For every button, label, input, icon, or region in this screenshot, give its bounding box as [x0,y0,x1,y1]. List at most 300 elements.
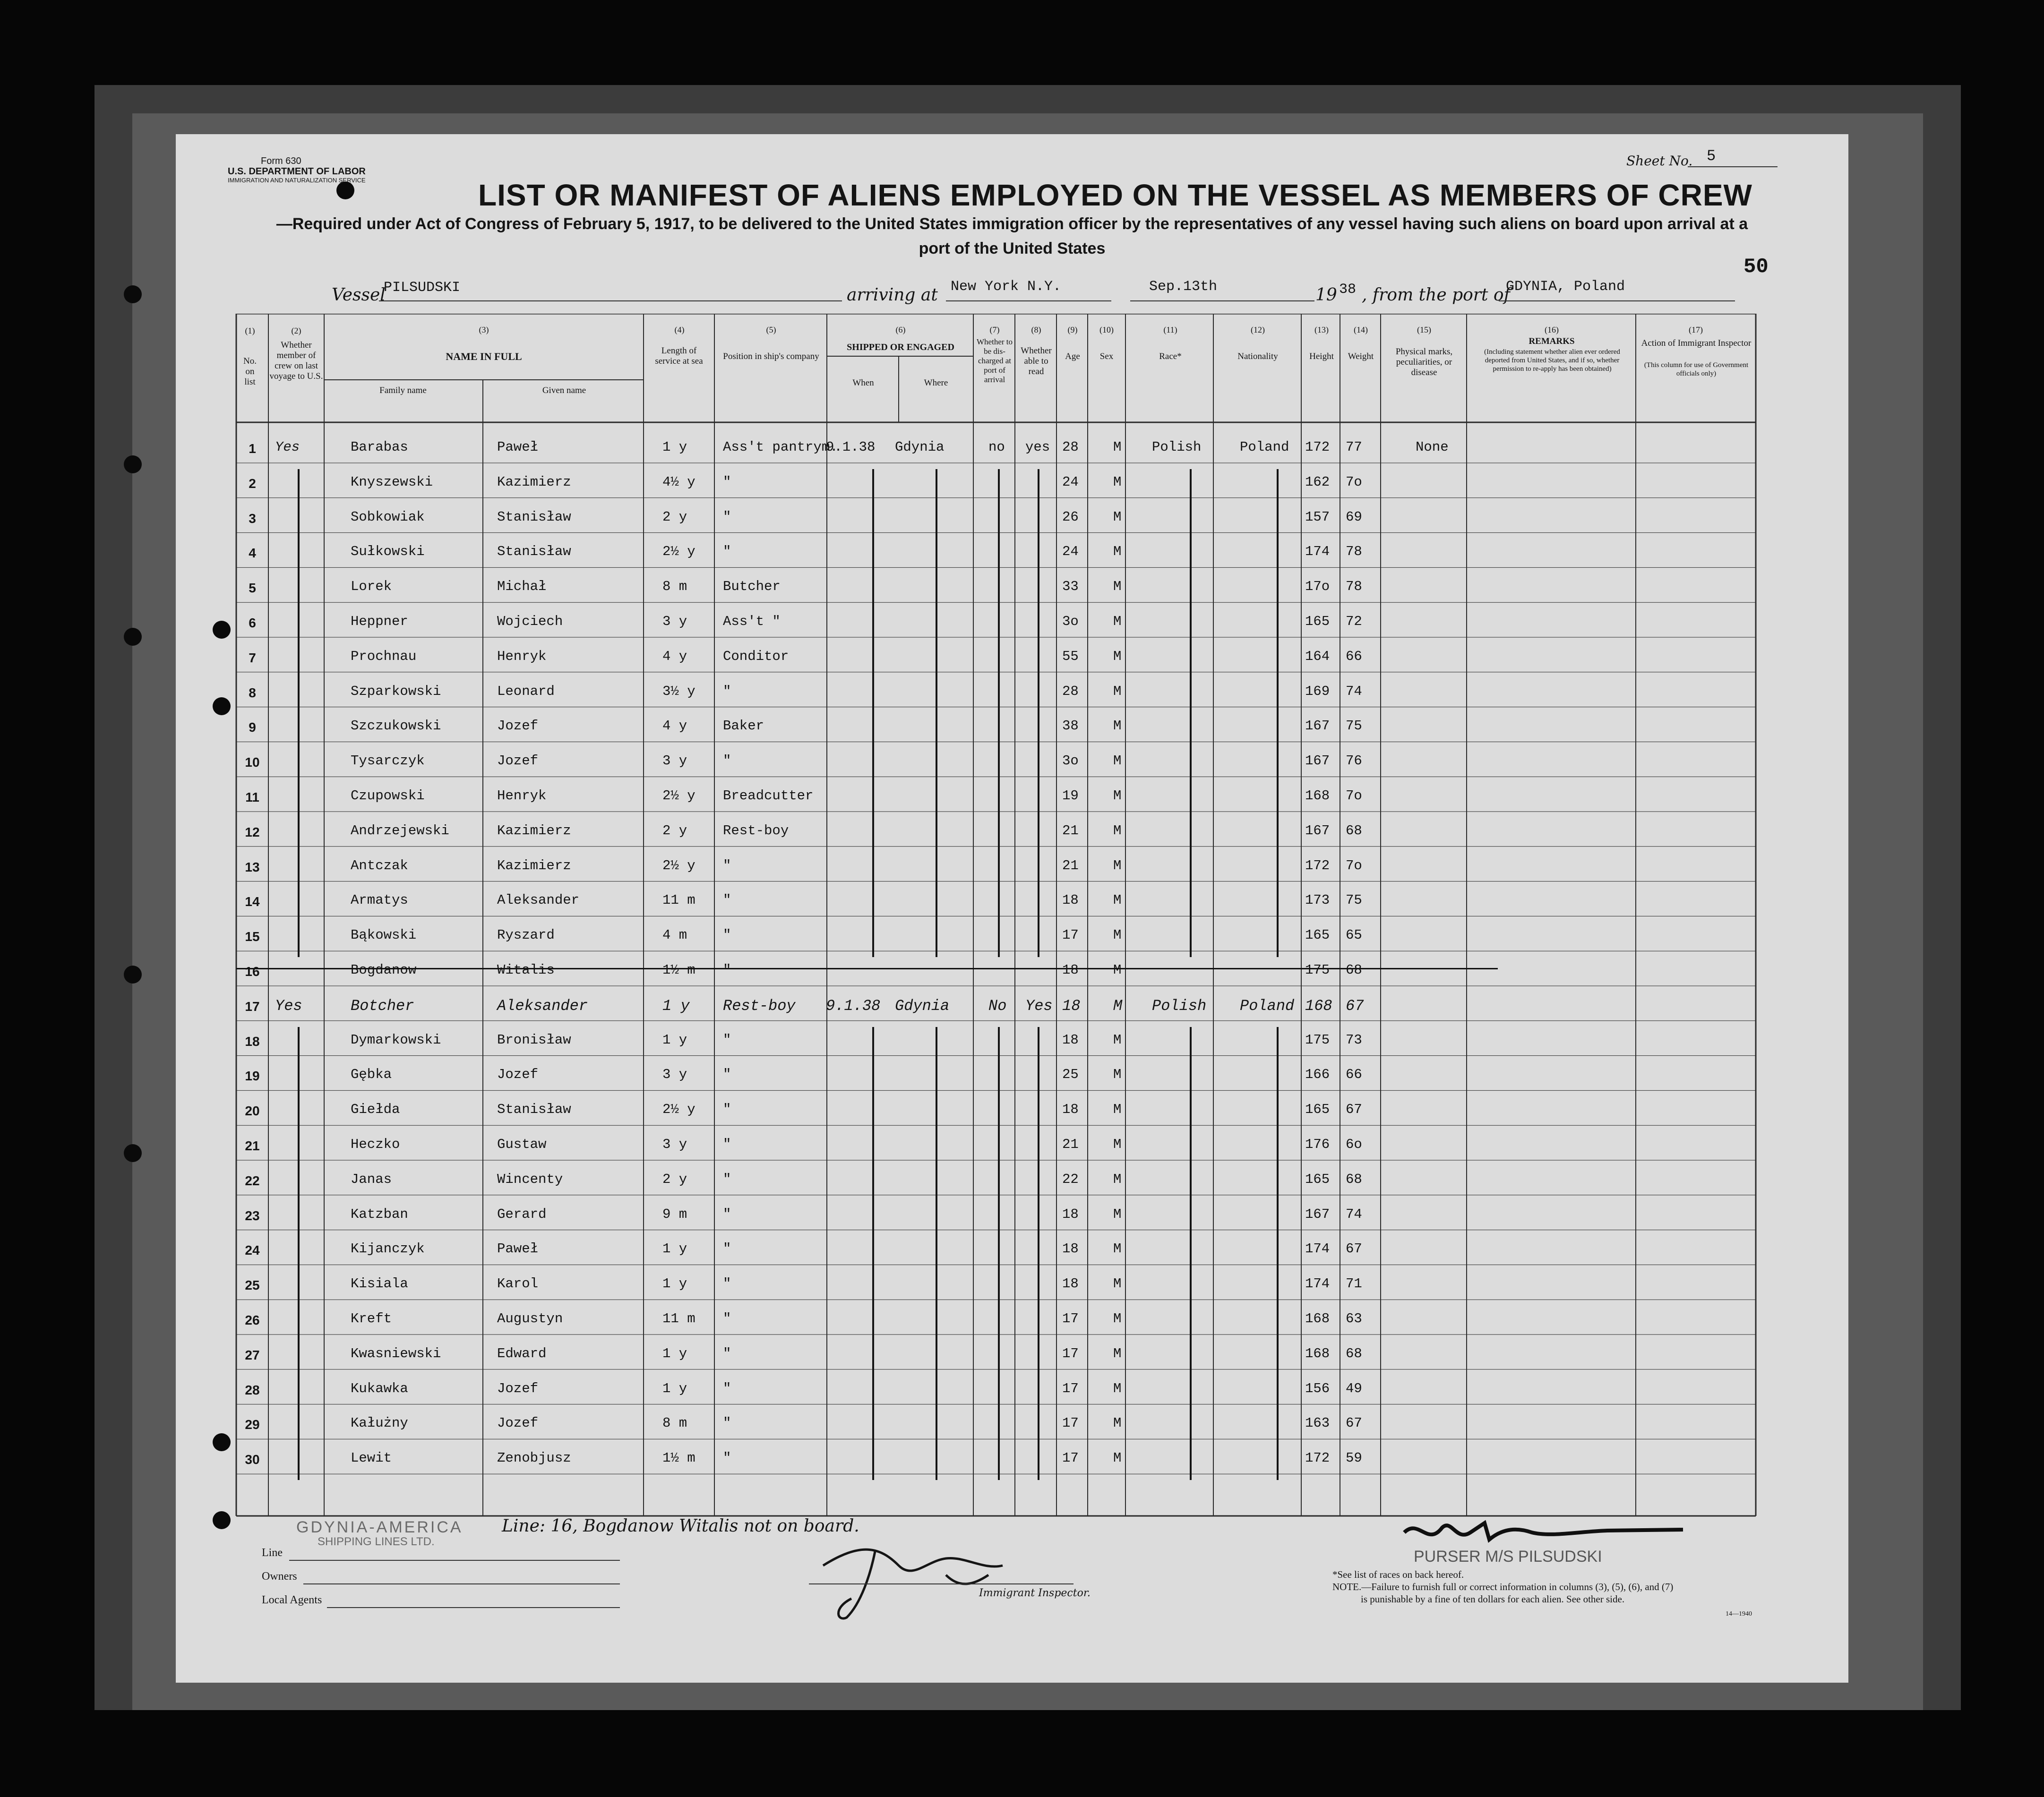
cell-family: Giełda [351,1102,400,1118]
departure-rule [1499,300,1735,301]
inspector-label: Immigrant Inspector. [979,1587,1091,1599]
cell-family: Heczko [351,1137,400,1152]
col-16-sublabel: (Including statement whether alien ever ordered deported from United States, and if so, whether permission to re-apply has been obtained) [1484,348,1620,373]
cell-race: Polish [1152,997,1207,1015]
date-rule [1130,300,1314,301]
agents-label: Local Agents [262,1594,322,1606]
ditto-discharged [998,1027,1000,1480]
row-number: 13 [245,859,260,874]
cell-service: 3 y [662,614,687,629]
col-13-label: Height [1309,351,1334,361]
purser-stamp: PURSER M/S PILSUDSKI [1414,1548,1602,1566]
handwritten-note: Line: 16, Bogdanow Witalis not on board. [502,1516,859,1536]
cell-sex: M [1113,997,1123,1015]
cell-height: 163 [1305,1415,1330,1431]
cell-sex: M [1113,892,1122,908]
col-2-number: (2) [291,326,301,335]
col-3-given-label: Given name [542,385,586,395]
cell-age: 17 [1062,1415,1079,1431]
cell-sex: M [1113,1380,1122,1396]
line-label: Line [262,1547,283,1559]
cell-weight: 71 [1346,1276,1362,1292]
cell-position: " [723,1102,731,1118]
col-3-family-label: Family name [379,385,427,395]
cell-position: " [723,1171,731,1187]
cell-height: 174 [1305,1241,1330,1257]
cell-family: Szparkowski [351,683,441,699]
row-number: 4 [249,546,256,561]
cell-given: Jozef [497,1415,539,1431]
row-number: 26 [245,1313,260,1327]
cell-family: Kałużny [351,1415,408,1431]
col-17-number: (17) [1689,325,1703,334]
cell-family: Andrzejewski [351,822,449,839]
cell-age: 18 [1062,892,1079,908]
cell-height: 175 [1305,1032,1330,1048]
penalty-note-1: NOTE.—Failure to furnish full or correct information in columns (3), (5), (6), and (7) [1332,1581,1674,1592]
col-3-label: NAME IN FULL [446,351,522,362]
cell-weight: 68 [1346,1345,1362,1361]
col-8-number: (8) [1031,325,1041,334]
col-6-when-label: When [852,378,874,388]
cell-weight: 78 [1346,544,1362,560]
cell-age: 38 [1062,718,1079,734]
row-number: 1 [249,441,256,456]
cell-height: 166 [1305,1067,1330,1083]
cell-given: Karol [497,1276,539,1292]
row-number: 6 [249,616,256,630]
cell-position: " [723,1345,731,1361]
cell-weight: 7o [1346,474,1362,490]
cell-sex: M [1113,509,1122,525]
col-12-label: Nationality [1237,351,1278,361]
sheet-number-rule [1688,166,1778,167]
cell-height: 167 [1305,1206,1330,1222]
cell-weight: 74 [1346,1206,1362,1222]
cell-sex: M [1113,544,1122,560]
cell-sex: M [1113,1206,1122,1222]
cell-given: Jozef [497,1380,539,1396]
cell-height: 176 [1305,1137,1330,1152]
cell-given: Zenobjusz [497,1450,571,1466]
cell-height: 164 [1305,648,1330,664]
form-subtitle [204,212,1820,261]
manifest-sheet [176,134,1848,1683]
cell-age: 24 [1062,474,1079,490]
ditto-nationality [1277,1027,1279,1480]
cell-height: 168 [1305,1345,1330,1361]
cell-age: 55 [1062,648,1079,664]
cell-service: 2½ y [662,1102,696,1118]
ditto-nationality [1277,469,1279,957]
col-8-label: Whether able to read [1021,346,1052,377]
cell-age: 17 [1062,1311,1079,1326]
cell-sex: M [1113,753,1122,769]
line-rule [289,1560,620,1561]
col-6-number: (6) [895,325,906,334]
cell-sex: M [1113,1032,1122,1048]
cell-family: Knyszewski [351,474,433,490]
cell-service: 1 y [662,1276,687,1292]
cell-weight: 67 [1346,1241,1362,1257]
cell-weight: 65 [1346,927,1362,943]
cell-given: Witalis [497,962,555,978]
row-number: 30 [245,1452,260,1467]
cell-service: 1½ m [662,962,696,978]
owners-rule [303,1583,620,1584]
cell-height: 175 [1305,962,1330,978]
col-11-number: (11) [1163,325,1177,334]
cell-service: 2½ y [662,857,696,873]
cell-given: Augustyn [497,1311,563,1326]
cell-service: 1 y [662,439,687,455]
cell-given: Kazimierz [497,474,571,490]
cell-family: Janas [351,1171,392,1187]
cell-service: 1½ m [662,1450,696,1466]
cell-weight: 75 [1346,718,1362,734]
penalty-note-2: is punishable by a fine of ten dollars for each alien. See other side. [1361,1593,1625,1605]
cell-age: 17 [1062,1450,1079,1466]
cell-height: 17o [1305,579,1330,595]
form-number: Form 630 [261,156,301,166]
cell-weight: 6o [1346,1137,1362,1152]
cell-position: " [723,962,731,978]
cell-given: Stanisław [497,509,571,525]
row-number: 16 [245,964,260,979]
cell-family: Sobkowiak [351,509,425,525]
col-10-label: Sex [1099,351,1114,361]
cell-weight: 67 [1346,997,1364,1015]
cell-service: 3 y [662,753,687,769]
cell-family: Czupowski [351,788,425,804]
cell-family: Sułkowski [351,544,425,560]
cell-position: Ass't pantrym. [723,439,838,455]
row-number: 28 [245,1382,260,1397]
cell-service: 8 m [662,579,687,595]
row-number: 18 [245,1034,260,1049]
col-5-label: Position in ship's company [723,351,819,361]
cell-weight: 66 [1346,1067,1362,1083]
cell-service: 1 y [662,1032,687,1048]
col-11-label: Race* [1159,351,1182,361]
cell-position: Rest-boy [723,822,789,839]
cell-position: Conditor [723,648,789,664]
cell-position: Ass't " [723,614,781,629]
cell-given: Gerard [497,1206,547,1222]
col-6-where-label: Where [924,378,948,388]
col-13-number: (13) [1314,325,1329,334]
cell-age: 26 [1062,509,1079,525]
cell-sex: M [1113,1311,1122,1326]
binding-hole [124,285,142,303]
cell-age: 19 [1062,788,1079,804]
cell-sex: M [1113,683,1122,699]
binding-hole [124,1144,142,1162]
arriving-label: arriving at [847,285,938,305]
cell-family: Botcher [351,997,414,1015]
cell-weight: 72 [1346,614,1362,629]
row-number: 21 [245,1138,260,1153]
cell-sex: M [1113,1241,1122,1257]
vessel-name: PILSUDSKI [384,280,461,296]
cell-nationality: Poland [1240,439,1289,455]
cell-family: Bogdanow [351,962,417,978]
cell-height: 165 [1305,1102,1330,1118]
cell-age: 18 [1062,1276,1079,1292]
cell-service: 2½ y [662,544,696,560]
cell-service: 3 y [662,1067,687,1083]
cell-service: 11 m [662,1311,696,1326]
cell-family: Antczak [351,857,408,873]
cell-age: 18 [1062,962,1079,978]
cell-age: 21 [1062,857,1079,873]
cell-given: Edward [497,1345,547,1361]
cell-service: 4 y [662,718,687,734]
cell-where: Gdynia [895,997,950,1015]
cell-height: 172 [1305,857,1330,873]
cell-family: Armatys [351,892,408,908]
col-1-label: No. on list [243,356,257,387]
cell-where: Gdynia [895,439,945,455]
ditto-race [1190,469,1192,957]
cell-position: " [723,857,731,873]
cell-height: 168 [1305,997,1332,1015]
ditto-when [872,1027,874,1480]
row-number: 19 [245,1069,260,1084]
cell-sex: M [1113,614,1122,629]
cell-sex: M [1113,1415,1122,1431]
corner-mark: 50 [1743,255,1769,279]
year-prefix: 19 [1315,285,1337,305]
cell-sex: M [1113,439,1122,455]
col-9-label: Age [1065,351,1080,361]
cell-height: 167 [1305,718,1330,734]
cell-weight: 7o [1346,857,1362,873]
cell-sex: M [1113,1137,1122,1152]
owners-label: Owners [262,1570,297,1583]
cell-sex: M [1113,857,1122,873]
cell-sex: M [1113,648,1122,664]
col-2-label: Whether member of crew on last voyage to U.S. [269,340,323,381]
cell-position: " [723,544,731,560]
cell-family: Kukawka [351,1380,408,1396]
sheet-label: Sheet No. [1626,153,1693,169]
col-9-number: (9) [1067,325,1078,334]
cell-given: Bronisław [497,1032,571,1048]
cell-service: 4½ y [662,474,696,490]
row-number: 5 [249,581,256,596]
cell-given: Kazimierz [497,857,571,873]
cell-age: 22 [1062,1171,1079,1187]
agents-rule [327,1607,620,1608]
row-number: 29 [245,1417,260,1432]
row-number: 3 [249,511,256,526]
ditto-prev-voyage [298,469,300,957]
cell-age: 28 [1062,439,1079,455]
cell-when: 9.1.38 [826,439,876,455]
cell-height: 168 [1305,788,1330,804]
binding-hole [336,181,354,199]
cell-service: 4 y [662,648,687,664]
cell-position: " [723,1137,731,1152]
col-17-sublabel: (This column for use of Government officials only) [1644,361,1749,377]
cell-given: Ryszard [497,927,555,943]
cell-age: 25 [1062,1067,1079,1083]
cell-height: 167 [1305,822,1330,839]
cell-weight: 77 [1346,439,1362,455]
cell-given: Jozef [497,718,539,734]
cell-sex: M [1113,579,1122,595]
cell-position: Baker [723,718,764,734]
row-number: 20 [245,1104,260,1119]
col-14-number: (14) [1354,325,1368,334]
cell-weight: 68 [1346,822,1362,839]
cell-sex: M [1113,788,1122,804]
binding-hole [124,455,142,473]
manifest-grid [176,314,1848,1561]
cell-age: 18 [1062,997,1081,1015]
cell-service: 2½ y [662,788,696,804]
cell-age: 18 [1062,1102,1079,1118]
cell-weight: 67 [1346,1415,1362,1431]
ditto-prev-voyage [298,1027,300,1480]
cell-age: 21 [1062,1137,1079,1152]
col-15-label: Physical marks, peculiarities, or disease [1395,347,1453,377]
cell-position: " [723,474,731,490]
cell-given: Henryk [497,648,547,664]
row-number: 14 [245,894,260,909]
cell-height: 165 [1305,614,1330,629]
cell-height: 167 [1305,753,1330,769]
row-number: 24 [245,1243,260,1258]
cell-given: Henryk [497,788,547,804]
cell-height: 172 [1305,439,1330,455]
cell-age: 18 [1062,1241,1079,1257]
cell-height: 168 [1305,1311,1330,1326]
cell-position: Breadcutter [723,788,814,804]
cell-given: Wojciech [497,614,563,629]
cell-position: Rest-boy [723,997,796,1015]
cell-position: " [723,927,731,943]
cell-read: Yes [1025,997,1053,1015]
cell-weight: 63 [1346,1311,1362,1326]
cell-service: 1 y [662,1380,687,1396]
cell-when: 9.1.38 [826,997,881,1015]
ditto-read [1038,1027,1039,1480]
cell-sex: M [1113,1067,1122,1083]
cell-height: 165 [1305,1171,1330,1187]
cell-given: Stanisław [497,1102,571,1118]
cell-family: Lorek [351,579,392,595]
ditto-discharged [998,469,1000,957]
ditto-read [1038,469,1039,957]
cell-family: Heppner [351,614,408,629]
from-port-label: , from the port of [1362,285,1510,305]
col-10-number: (10) [1099,325,1114,334]
cell-given: Stanisław [497,544,571,560]
cell-height: 169 [1305,683,1330,699]
col-1-number: (1) [245,326,255,335]
cell-sex: M [1113,1345,1122,1361]
cell-marks: None [1416,439,1449,455]
col-15-number: (15) [1417,325,1431,334]
cell-service: 8 m [662,1415,687,1431]
cell-service: 11 m [662,892,696,908]
cell-service: 9 m [662,1206,687,1222]
cell-given: Gustaw [497,1137,547,1152]
cell-weight: 67 [1346,1102,1362,1118]
cell-sex: M [1113,1171,1122,1187]
cell-height: 173 [1305,892,1330,908]
cell-position: " [723,509,731,525]
col-16-label: REMARKS [1529,336,1575,346]
cell-position: " [723,892,731,908]
cell-given: Aleksander [497,997,588,1015]
subtitle-line-1: —Required under Act of Congress of February 5, 1917, to be delivered to the United States immigration officer by the representatives of any vessel having such aliens on board upon arrival at a [276,215,1748,233]
cell-race: Polish [1152,439,1202,455]
col-14-label: Weight [1348,351,1374,361]
cell-service: 1 y [662,1345,687,1361]
cell-position: " [723,1450,731,1466]
col-7-number: (7) [989,325,1000,334]
cell-service: 3 y [662,1137,687,1152]
service-name: IMMIGRATION AND NATURALIZATION SERVICE [228,177,366,184]
cell-given: Jozef [497,753,539,769]
row-number: 12 [245,824,260,839]
cell-family: Katzban [351,1206,408,1222]
row-number: 27 [245,1347,260,1362]
company-stamp-line-1: GDYNIA-AMERICA [296,1518,463,1536]
cell-position: " [723,683,731,699]
cell-family: Szczukowski [351,718,441,734]
row-number: 25 [245,1278,260,1293]
sheet-number: 5 [1707,147,1716,165]
col-12-number: (12) [1251,325,1265,334]
cell-given: Jozef [497,1067,539,1083]
cell-age: 17 [1062,1345,1079,1361]
cell-position: " [723,1067,731,1083]
col-16-number: (16) [1545,325,1559,334]
cell-discharged: No [988,997,1007,1015]
cell-age: 17 [1062,927,1079,943]
cell-age: 3o [1062,614,1079,629]
cell-age: 21 [1062,822,1079,839]
cell-service: 1 y [662,1241,687,1257]
cell-prev: Yes [275,439,300,455]
cell-family: Gębka [351,1067,392,1083]
col-4-number: (4) [674,325,685,334]
cell-family: Barabas [351,439,408,455]
row-number: 10 [245,755,260,770]
cell-service: 2 y [662,509,687,525]
cell-sex: M [1113,822,1122,839]
cell-age: 17 [1062,1380,1079,1396]
cell-nationality: Poland [1240,997,1295,1015]
cell-weight: 73 [1346,1032,1362,1048]
cell-service: 4 m [662,927,687,943]
cell-service: 2 y [662,1171,687,1187]
cell-height: 162 [1305,474,1330,490]
cell-given: Paweł [497,1241,539,1257]
cell-age: 3o [1062,753,1079,769]
cell-family: Prochnau [351,648,417,664]
cell-position: " [723,1380,731,1396]
cell-weight: 75 [1346,892,1362,908]
cell-weight: 59 [1346,1450,1362,1466]
departure-port: GDYNIA, Poland [1506,279,1625,295]
cell-family: Lewit [351,1450,392,1466]
cell-age: 28 [1062,683,1079,699]
